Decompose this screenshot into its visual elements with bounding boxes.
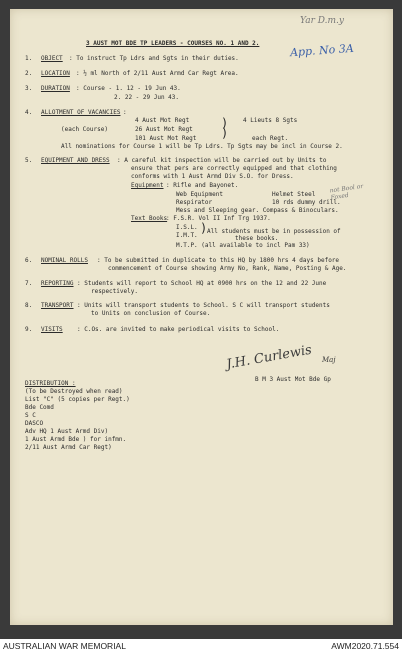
distribution-line: Adv HQ 1 Aust Armd Div) (25, 428, 109, 435)
document-page (10, 9, 393, 625)
distribution-heading: DISTRIBUTION : (25, 380, 76, 387)
allotment-unit-2: 26 Aust Mot Regt (135, 126, 193, 133)
textbooks-brace: ) (200, 221, 208, 235)
section-4-label: ALLOTMENT OF VACANCIES (41, 109, 121, 116)
section-5-text: : A careful kit inspection will be carried out by Units to (117, 157, 327, 164)
pencil-annotation-top: Yar D.m.y (300, 16, 345, 26)
textbooks-mtp: M.T.P. (all available to incl Pam 33) (176, 242, 310, 249)
distribution-line: S C (25, 412, 36, 419)
section-7-label: REPORTING (41, 280, 74, 287)
section-6-line2: commencement of Course showing Army No, Rank, Name, Posting & Age. (108, 265, 347, 272)
sign-block: B M 3 Aust Mot Bde Gp (255, 376, 331, 383)
distribution-line: 1 Aust Armd Bde ) for infmn. (25, 436, 127, 443)
equipment-web: Web Equipment (176, 191, 223, 198)
allotment-quota: 4 Lieuts 8 Sgts (243, 117, 298, 124)
section-7-number: 7. (25, 280, 33, 287)
section-1-label: OBJECT (41, 55, 63, 62)
section-2-label: LOCATION (41, 70, 70, 77)
signature: J.H. Curlewis (225, 342, 313, 373)
section-8-label: TRANSPORT (41, 302, 74, 309)
allotment-note: All nominations for Course 1 will be Tp Ldrs. Tp Sgts may be incl in Course 2. (61, 143, 343, 150)
allotment-each-regt: each Regt. (252, 135, 289, 142)
allotment-brace-1: ) (221, 116, 229, 130)
signature-rank: Maj (322, 356, 336, 364)
section-9-number: 9. (25, 326, 33, 333)
section-6-text: : To be submitted in duplicate to this HQ by 1800 hrs 4 days before (97, 257, 340, 264)
textbooks-possession-2: these books. (235, 235, 279, 242)
section-7-line2: respectively. (91, 288, 138, 295)
allotment-each-course: (each Course) (61, 126, 108, 133)
textbooks-imt: I.M.T. (176, 232, 198, 239)
section-6-label: NOMINAL ROLLS (41, 257, 88, 264)
section-1-number: 1. (25, 55, 33, 62)
textbooks-possession: All students must be in possession of (207, 228, 341, 235)
section-5-label: EQUIPMENT AND DRESS (41, 157, 110, 164)
equipment-respirator: Respirator (176, 199, 213, 206)
section-3-number: 3. (25, 85, 33, 92)
allotment-unit-3: 101 Aust Mot Regt (135, 135, 197, 142)
allotment-brace-2: ) (221, 126, 229, 140)
section-5-line2: ensure that pers are correctly equipped and that clothing (131, 165, 337, 172)
section-3-text: : Course - 1. 12 - 19 Jun 43. (76, 85, 181, 92)
section-9-text: : C.Os. are invited to make periodical visits to School. (77, 326, 280, 333)
distribution-line: 2/11 Aust Armd Car Regt) (25, 444, 112, 451)
textbooks-text: : F.S.R. Vol II Inf Trg 1937. (166, 215, 271, 222)
distribution-line: Bde Comd (25, 404, 54, 411)
textbooks-isl: I.S.L. (176, 224, 198, 231)
section-7-text: : Students will report to School HQ at 0900 hrs on the 12 and 22 June (77, 280, 327, 287)
equipment-drill: 10 rds dummy drill. (272, 199, 341, 206)
allotment-unit-1: 4 Aust Mot Regt (135, 117, 190, 124)
section-5-number: 5. (25, 157, 33, 164)
section-3-label: DURATION (41, 85, 70, 92)
archive-footer (0, 639, 402, 653)
footer-accession-number: AWM2020.71.554 (331, 641, 399, 651)
section-2-text: : ½ ml North of 2/11 Aust Armd Car Regt Area. (76, 70, 239, 77)
pencil-annotation-side: not Bool or Foxed (329, 182, 364, 202)
section-6-number: 6. (25, 257, 33, 264)
equipment-helmet: Helmet Steel (272, 191, 316, 198)
section-8-number: 8. (25, 302, 33, 309)
distribution-line: List "C" (5 copies per Regt.) (25, 396, 130, 403)
equipment-label: Equipment (131, 182, 164, 189)
section-2-number: 2. (25, 70, 33, 77)
distribution-line: DASCO (25, 420, 44, 427)
footer-institution: AUSTRALIAN WAR MEMORIAL (3, 641, 126, 651)
distribution-line: (To be Destroyed when read) (25, 388, 123, 395)
section-4-colon: : (123, 109, 127, 116)
section-9-label: VISITS (41, 326, 63, 333)
textbooks-label: Text Books (131, 215, 168, 222)
section-8-line2: to Units on conclusion of Course. (91, 310, 211, 317)
section-4-number: 4. (25, 109, 33, 116)
document-title: 3 AUST MOT BDE TP LEADERS - COURSES NO. 1 AND 2. (86, 40, 260, 47)
blue-reference-annotation: App. No 3A (289, 41, 355, 60)
equipment-text: : Rifle and Bayonet. (166, 182, 239, 189)
equipment-mess: Mess and Sleeping gear. Compass & Binoculars. (176, 207, 339, 214)
section-1-text: : To instruct Tp Ldrs and Sgts in their duties. (69, 55, 239, 62)
section-8-text: : Units will transport students to School. S C will transport students (77, 302, 330, 309)
section-5-line3: conforms with 1 Aust Armd Div S.O. for Dress. (131, 173, 294, 180)
section-3-line2: 2. 22 - 29 Jun 43. (114, 94, 180, 101)
